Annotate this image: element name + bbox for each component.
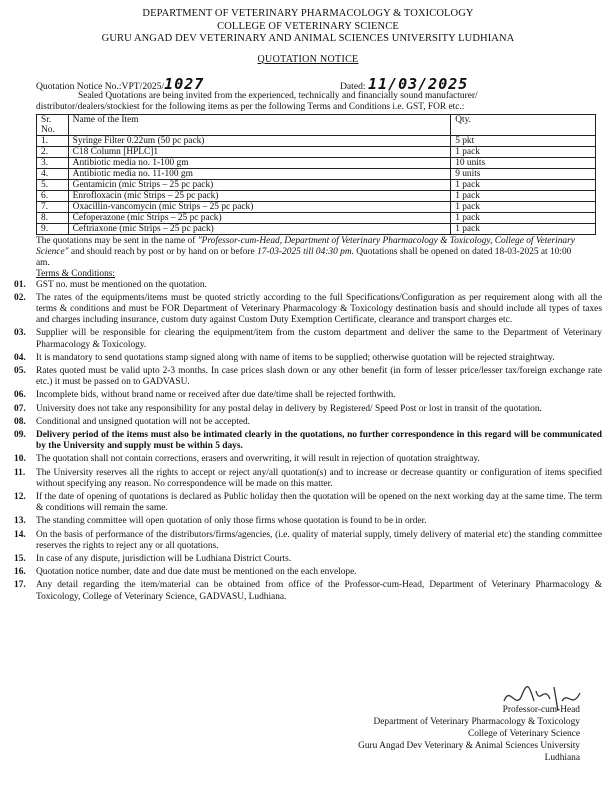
list-item (0, 366, 616, 388)
term-number: 15. (14, 553, 26, 564)
signature-block (358, 704, 580, 764)
cell-item-name: Antibiotic media no. 1-100 gm (68, 157, 451, 168)
cell-qty: 10 units (451, 157, 596, 168)
cell-sr-no: 6. (37, 190, 69, 201)
term-text: The quotation shall not contain corrections, erasers and overwriting, it will result in rejection of quotation straightway. (36, 454, 480, 465)
cell-qty: 5 pkt (451, 135, 596, 146)
term-text: The rates of the equipments/items must be quoted strictly according to the full Specifications/Configuration as per requirement along with all the terms & conditions and must be FOR Department of Veterinary Pharmacology & Toxicology destination basis and should include all types of taxes and charges including insurance, custom duty against Custom Duty Exemption Certificate, clearance and transport charges etc. (36, 292, 602, 326)
term-number: 01. (14, 279, 26, 290)
term-number: 09. (14, 429, 26, 440)
term-number: 12. (14, 491, 26, 502)
signatory-university: Guru Angad Dev Veterinary & Animal Sciences University (358, 741, 580, 751)
term-number: 05. (14, 365, 26, 376)
cell-sr-no: 2. (37, 146, 69, 157)
term-text: In case of any dispute, jurisdiction will be Ludhiana District Courts. (36, 553, 292, 564)
term-text: Supplier will be responsible for clearing the equipment/item from the custom department and deliver the same to the Department of Veterinary Pharmacology & Toxicology. (36, 328, 602, 350)
term-number: 14. (14, 529, 26, 540)
cell-sr-no: 8. (37, 212, 69, 223)
table-row (37, 168, 596, 179)
notice-meta (36, 65, 580, 91)
term-text: GST no. must be mentioned on the quotation. (36, 279, 207, 290)
header-qty: Qty. (451, 114, 596, 135)
term-text: Delivery period of the items must also be intimated clearly in the quotations, no further correspondence in this regard will be communicated by the University and supply must be within 5 days. (36, 429, 602, 452)
notice-number-label: Quotation Notice No.:VPT/2025/ (36, 80, 165, 92)
term-text: Any detail regarding the item/material can be obtained from office of the Professor-cum-Head, Department of Veterinary Pharmacology & Toxicology, College of Veterinary Science, GADVASU, Ludhiana. (36, 580, 602, 602)
term-number: 13. (14, 516, 26, 527)
letterhead (0, 0, 616, 46)
cell-qty: 1 pack (451, 201, 596, 212)
cell-sr-no: 7. (37, 201, 69, 212)
notice-date-value: 11/03/2025 (367, 74, 469, 93)
cell-qty: 1 pack (451, 179, 596, 190)
term-text: If the date of opening of quotations is declared as Public holiday then the quotation will be opened on the next working day at the same time. The term & conditions will remain the same. (36, 491, 602, 514)
term-text: University does not take any responsibility for any postal delay in delivery by Registered/ Speed Post or lost in transit of the quotation. (36, 403, 542, 414)
table-row (37, 212, 596, 223)
list-item (0, 417, 616, 428)
list-item (0, 492, 616, 514)
term-text: Rates quoted must be valid upto 2-3 months. In case prices slash down or any other benefit (in form of lesser price/lesser tax/foreign exchange rate etc.) it must be passed on to GADVASU. (36, 365, 602, 388)
cell-item-name: Gentamicin (mic Strips – 25 pc pack) (68, 179, 451, 190)
term-number: 11. (14, 467, 26, 478)
term-text: Quotation notice number, date and due date must be mentioned on the each envelope. (36, 567, 357, 578)
cell-qty: 1 pack (451, 190, 596, 201)
term-number: 07. (14, 403, 26, 414)
list-item (0, 567, 616, 578)
term-text: On the basis of performance of the distributors/firms/agencies, (i.e. quality of material supply, timely delivery of material etc) the standing committee reserves the rights to reject any or all quotations. (36, 529, 602, 551)
list-item (0, 580, 616, 602)
items-table (36, 114, 596, 235)
list-item (0, 293, 616, 327)
university-name: GURU ANGAD DEV VETERINARY AND ANIMAL SCIENCES UNIVERSITY LUDHIANA (101, 33, 515, 44)
cell-item-name: Syringe Filter 0.22um (50 pc pack) (68, 135, 451, 146)
submission-mid: and should reach by post or by hand on or before (68, 246, 258, 257)
term-text: The standing committee will open quotation of only those firms whose quotation is found to be in order. (36, 516, 427, 527)
signatory-city: Ludhiana (544, 753, 580, 763)
term-number: 10. (14, 454, 26, 465)
term-number: 06. (14, 390, 26, 401)
signatory-college: College of Veterinary Science (467, 729, 580, 739)
cell-sr-no: 4. (37, 168, 69, 179)
submission-pre: The quotations may be sent in the name of (36, 235, 198, 246)
term-number: 03. (14, 328, 26, 339)
cell-qty: 1 pack (451, 223, 596, 234)
signatory-title: Professor-cum-Head (502, 705, 580, 715)
notice-date (340, 75, 468, 93)
department-name: DEPARTMENT OF VETERINARY PHARMACOLOGY & TOXICOLOGY (142, 8, 474, 19)
notice-number (36, 75, 204, 93)
terms-heading: Terms & Conditions: (36, 268, 116, 279)
cell-sr-no: 5. (37, 179, 69, 190)
submission-deadline: 17-03-2025 till 04:30 pm. (257, 246, 354, 257)
term-number: 17. (14, 580, 26, 591)
list-item (0, 554, 616, 565)
intro-paragraph: Sealed Quotations are being invited from the experienced, technically and financially sound manufacturer/ distributor/dealers/stockiest for the following items as per the following Terms and Conditions i.e. GST, FOR etc.: (36, 90, 478, 112)
cell-qty: 9 units (451, 168, 596, 179)
table-row (37, 223, 596, 234)
list-item (0, 280, 616, 291)
cell-item-name: Oxacillin-vancomycin (mic Strips – 25 pc pack) (68, 201, 451, 212)
list-item (0, 454, 616, 465)
cell-item-name: Antibiotic media no. 11-100 gm (68, 168, 451, 179)
list-item (0, 328, 616, 350)
term-text: The University reserves all the rights to accept or reject any/all quotation(s) and to increase or decrease quantity or configuration of items specified without specifying any reason. No correspondence will be made on this matter. (36, 467, 602, 489)
signatory-department: Department of Veterinary Pharmacology & Toxicology (373, 717, 580, 727)
list-item (0, 468, 616, 490)
page-title: QUOTATION NOTICE (257, 53, 359, 65)
list-item (0, 516, 616, 527)
notice-date-label: Dated: (340, 80, 366, 92)
list-item (0, 404, 616, 415)
cell-sr-no: 9. (37, 223, 69, 234)
table-row (37, 146, 596, 157)
table-row (37, 135, 596, 146)
table-header-row (37, 114, 596, 135)
submission-addressee: "Professor-cum-Head, Department of Veterinary Pharmacology & Toxicology, College of Veterinary Science" (36, 235, 575, 257)
term-text: Incomplete bids, without brand name or received after due date/time shall be rejected forthwith. (36, 390, 396, 401)
submission-post: Quotations shall be opened on dated 18-03-2025 at 10:00 am. (36, 246, 572, 268)
term-number: 16. (14, 567, 26, 578)
cell-item-name: C18 Column [HPLC]1 (68, 146, 451, 157)
term-number: 02. (14, 292, 26, 303)
submission-paragraph (36, 236, 586, 269)
cell-sr-no: 3. (37, 157, 69, 168)
table-row (37, 190, 596, 201)
list-item (0, 430, 616, 452)
cell-item-name: Cefoperazone (mic Strips – 25 pc pack) (68, 212, 451, 223)
cell-qty: 1 pack (451, 212, 596, 223)
list-item (0, 530, 616, 552)
term-number: 08. (14, 416, 26, 427)
table-row (37, 179, 596, 190)
notice-number-value: 1027 (164, 74, 205, 93)
term-text: Conditional and unsigned quotation will not be accepted. (36, 416, 251, 427)
header-item-name: Name of the Item (68, 114, 451, 135)
cell-sr-no: 1. (37, 135, 69, 146)
cell-item-name: Enrofloxacin (mic Strips – 25 pc pack) (68, 190, 451, 201)
term-text: It is mandatory to send quotations stamp signed along with name of items to be supplied; otherwise quotation will be rejected straightway. (36, 352, 555, 363)
header-sr-no: Sr. No. (37, 114, 69, 135)
table-row (37, 157, 596, 168)
cell-qty: 1 pack (451, 146, 596, 157)
terms-list (0, 280, 616, 603)
term-number: 04. (14, 352, 26, 363)
list-item (0, 390, 616, 401)
cell-item-name: Ceftriaxone (mic Strips – 25 pc pack) (68, 223, 451, 234)
list-item (0, 353, 616, 364)
college-name: COLLEGE OF VETERINARY SCIENCE (217, 20, 399, 32)
table-row (37, 201, 596, 212)
